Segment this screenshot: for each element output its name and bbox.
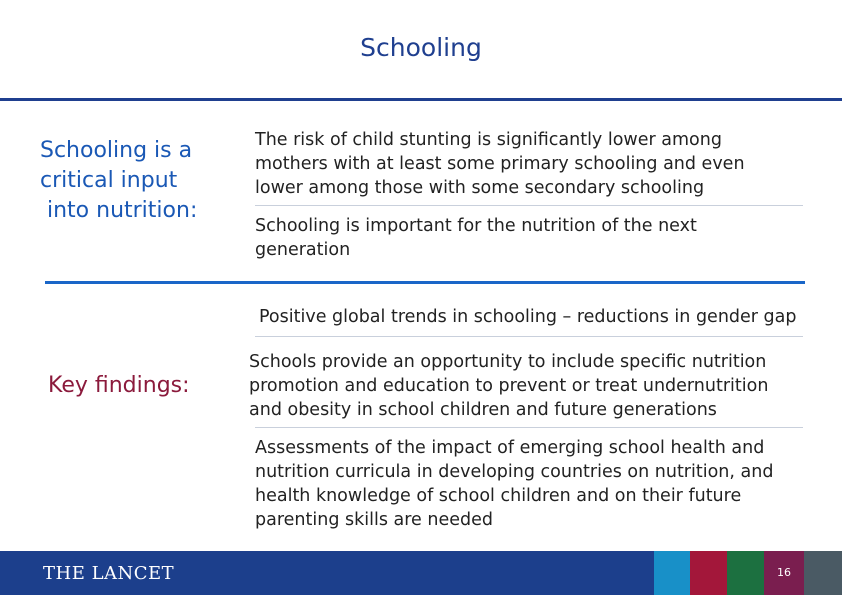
slide-title: Schooling	[360, 33, 482, 62]
point-divider	[255, 205, 803, 206]
point-divider	[255, 427, 803, 428]
point-divider	[255, 336, 803, 337]
finding-stunting: The risk of child stunting is significantly lower among mothers with at least some primary schooling and even lower among those with some secondary schooling	[255, 130, 745, 198]
footer-color-block-teal	[654, 551, 690, 595]
page-number: 16	[777, 566, 791, 579]
finding-global-trends: Positive global trends in schooling – reductions in gender gap	[259, 307, 797, 327]
side-heading-schooling: Schooling is a critical input into nutrition:	[40, 138, 198, 223]
footer-color-block-gray	[804, 551, 842, 595]
side-heading-key-findings: Key findings:	[48, 373, 190, 398]
footer-color-block-crimson	[690, 551, 727, 595]
section-divider	[45, 281, 805, 284]
lancet-logo: THE LANCET	[43, 563, 175, 584]
finding-next-generation: Schooling is important for the nutrition of the next generation	[255, 216, 697, 260]
footer-color-block-green	[727, 551, 764, 595]
title-divider	[0, 98, 842, 101]
finding-school-opportunity: Schools provide an opportunity to include specific nutrition promotion and education to prevent or treat undernutrition and obesity in school children and future generations	[249, 352, 769, 420]
finding-assessments: Assessments of the impact of emerging school health and nutrition curricula in developing countries on nutrition, and health knowledge of school children and on their future parenting skills are needed	[255, 438, 774, 530]
